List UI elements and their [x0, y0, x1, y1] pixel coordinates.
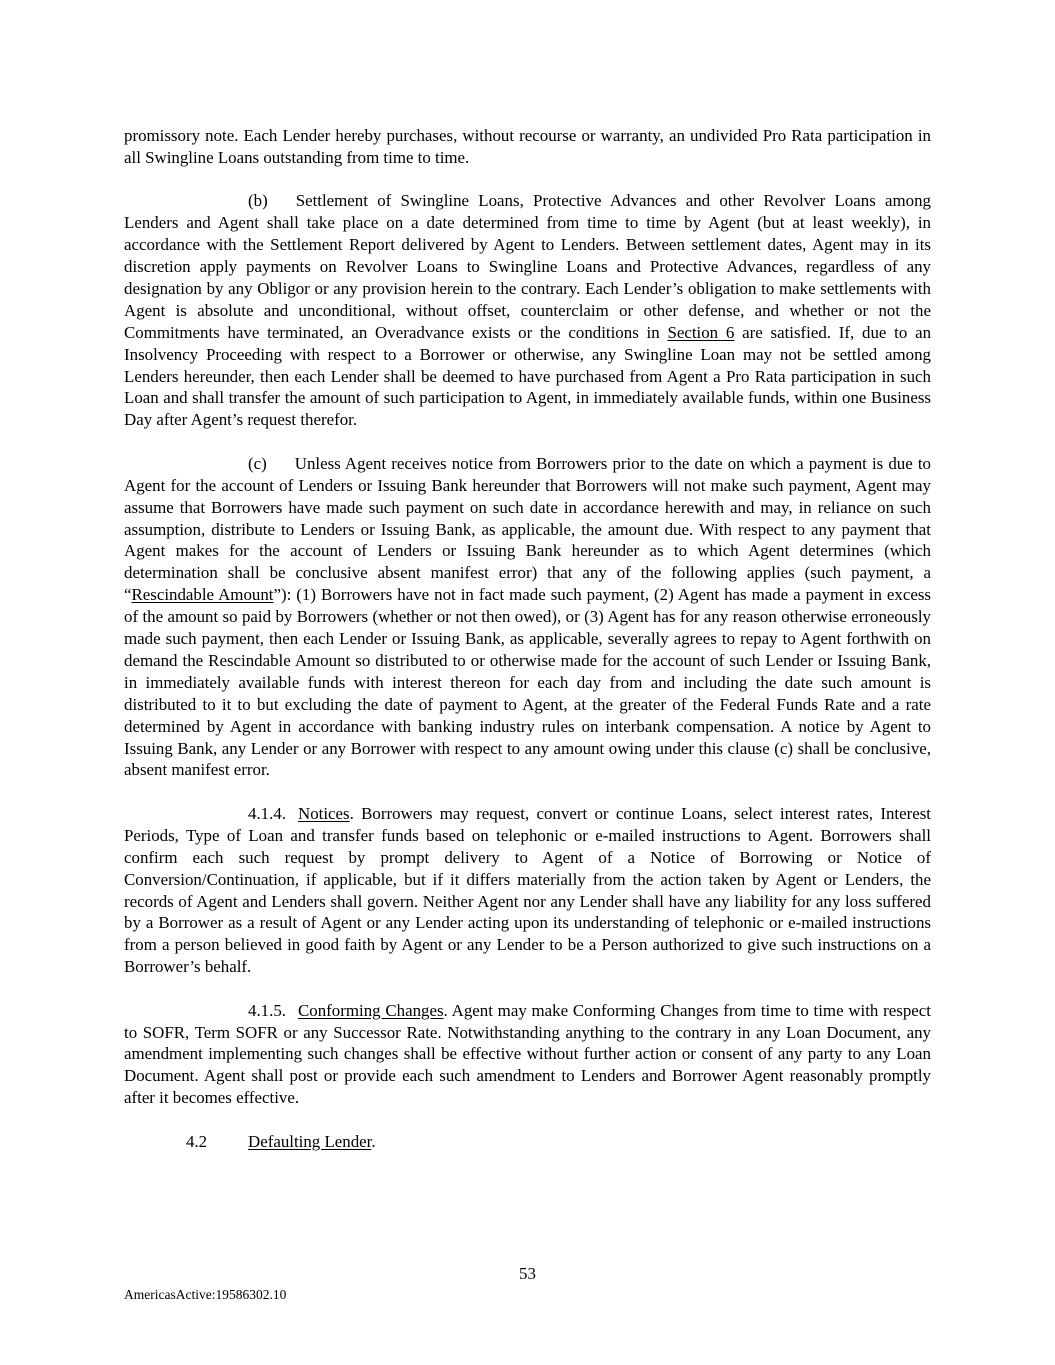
document-page	[124, 125, 931, 1153]
section-4-2-period: .	[371, 1131, 376, 1151]
section-4-1-5	[124, 1000, 931, 1110]
section-number-4-2: 4.2	[186, 1131, 208, 1151]
paragraph-continuation: promissory note. Each Lender hereby purchases, without recourse or warranty, an undivided Pro Rata participation in all Swingline Loans outstanding from time to time.	[124, 126, 931, 167]
page-number: 53	[519, 1264, 536, 1283]
section-6-reference: Section 6	[667, 322, 735, 342]
paragraph-c-text-2: ”): (1) Borrowers have not in fact made such payment, (2) Agent has made a payment in excess of the amount so paid by Borrowers (whether or not then owed), or (3) Agent has for any reason otherwise erroneously made such payment, then each Lender or Issuing Bank, as applicable, severally agrees to repay to Agent forthwith on demand the Rescindable Amount so distributed to or otherwise made for the account of such Lender or Issuing Bank, in immediately available funds with interest thereon for each day from and including the date such amount is distributed to it to but excluding the date of payment to Agent, at the greater of the Federal Funds Rate and a rate determined by Agent in accordance with banking industry rules on interbank compensation. A notice by Agent to Issuing Bank, any Lender or any Borrower with respect to any amount owing under this clause (c) shall be conclusive, absent manifest error.	[124, 585, 932, 780]
paragraph-b-text-1: Settlement of Swingline Loans, Protective Advances and other Revolver Loans among Lenders and Agent shall take place on a date determined from time to time by Agent (but at least weekly), in accordance with the Settlement Report delivered by Agent to Lenders. Between settlement dates, Agent may in its discretion apply payments on Revolver Loans to Swingline Loans and Protective Advances, regardless of any designation by any Obligor or any provision herein to the contrary. Each Lender’s obligation to make settlements with Agent is absolute and unconditional, without offset, counterclaim or other defense, and whether or not the Commitments have terminated, an Overadvance exists or the conditions in	[124, 191, 931, 342]
section-4-1-4-text: . Borrowers may request, convert or continue Loans, select interest rates, Interest Periods, Type of Loan and transfer funds based on telephonic or e-mailed instructions to Agent. Borrowers shall confirm each such request by prompt delivery to Agent of a Notice of Borrowing or Notice of Conversion/Continuation, if applicable, but if it differs materially from the action taken by Agent or Lenders, the records of Agent and Lenders shall govern. Neither Agent nor any Lender shall have any liability for any loss suffered by a Borrower as a result of Agent or any Lender acting upon its understanding of telephonic or e-mailed instructions from a person believed in good faith by Agent or any Lender to be a Person authorized to give such instructions on a Borrower’s behalf.	[124, 803, 931, 977]
section-number-4-1-4: 4.1.4.	[248, 803, 287, 823]
clause-label-b: (b)	[248, 191, 268, 211]
section-4-1-4	[124, 803, 931, 978]
section-4-2-heading	[124, 1131, 931, 1153]
rescindable-amount-term: Rescindable Amount	[131, 585, 274, 605]
paragraph-b-text-2: are satisfied. If, due to an Insolvency Proceeding with respect to a Borrower or otherwise, any Swingline Loan may not be settled among Lenders hereunder, then each Lender shall be deemed to have purchased from Agent a Pro Rata participation in such Loan and shall transfer the amount of such participation to Agent, in immediately available funds, within one Business Day after Agent’s request therefor.	[124, 322, 932, 430]
section-title-notices: Notices	[298, 803, 350, 823]
section-title-conforming-changes: Conforming Changes	[298, 1000, 444, 1020]
section-number-4-1-5: 4.1.5.	[248, 1000, 287, 1020]
section-title-defaulting-lender: Defaulting Lender	[248, 1131, 372, 1151]
paragraph-b	[124, 190, 931, 431]
section-4-1-5-text: . Agent may make Conforming Changes from time to time with respect to SOFR, Term SOFR or any Successor Rate. Notwithstanding anything to the contrary in any Loan Document, any amendment implementing such changes shall be effective without further action or consent of any party to any Loan Document. Agent shall post or provide each such amendment to Lenders and Borrower Agent reasonably promptly after it becomes effective.	[124, 1000, 931, 1108]
document-id: AmericasActive:19586302.10	[124, 1287, 287, 1302]
paragraph-c	[124, 453, 931, 782]
paragraph-c-text-1: Unless Agent receives notice from Borrowers prior to the date on which a payment is due to Agent for the account of Lenders or Issuing Bank hereunder that Borrowers will not make such payment, Agent may assume that Borrowers have made such payment on such date in accordance herewith and may, in reliance on such assumption, distribute to Lenders or Issuing Bank, as applicable, the amount due. With respect to any payment that Agent makes for the account of Lenders or Issuing Bank hereunder as to which Agent determines (which determination shall be conclusive absent manifest error) that any of the following applies (such payment, a “	[124, 453, 931, 605]
clause-label-c: (c)	[248, 453, 267, 473]
